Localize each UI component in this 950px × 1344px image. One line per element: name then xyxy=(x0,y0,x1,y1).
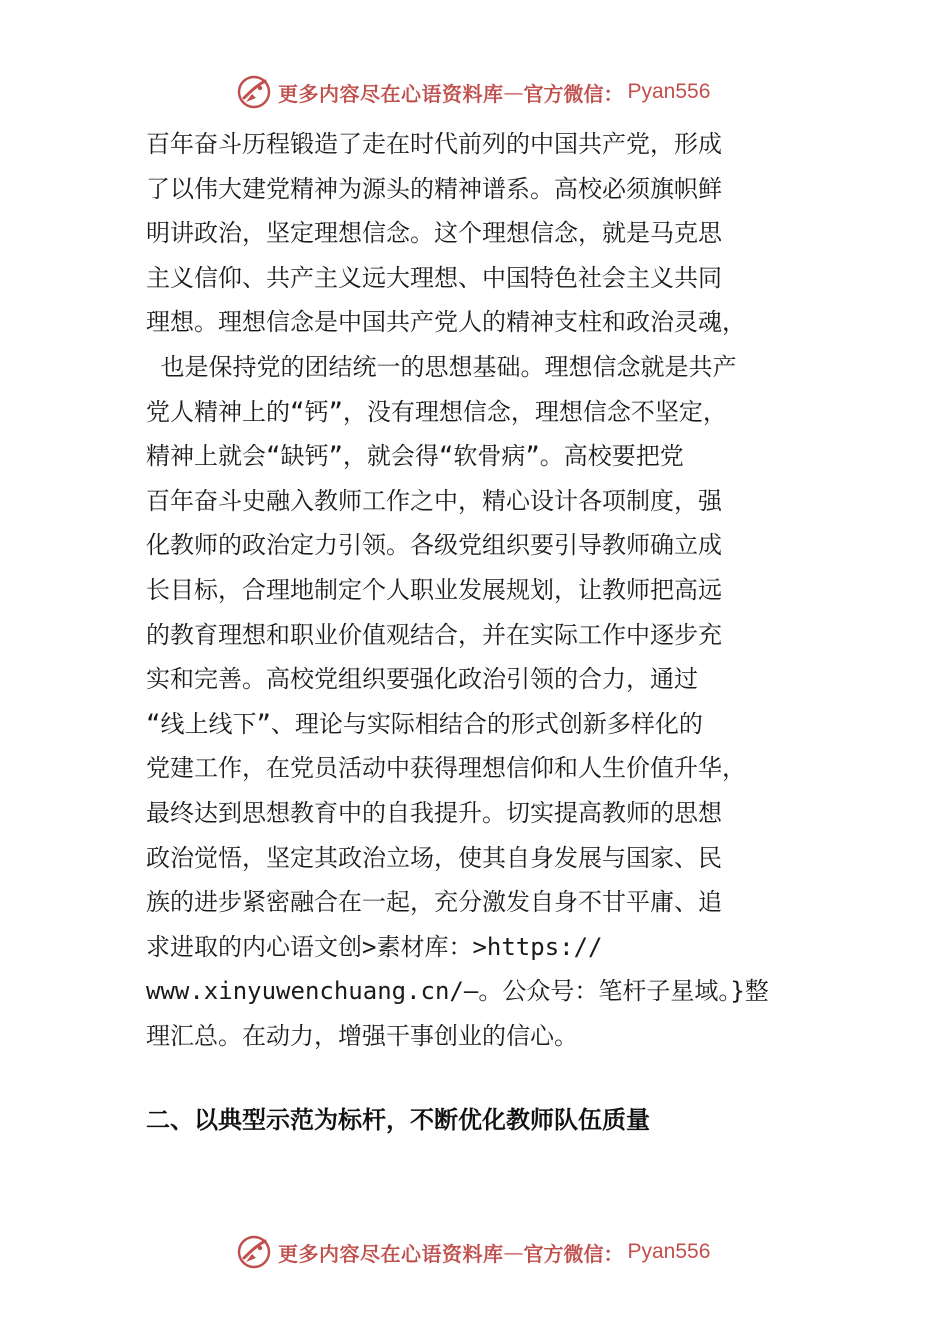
paragraph-line: 求进取的内心语文创>素材库：>https:// xyxy=(146,932,603,961)
paragraph-line: 长目标，合理地制定个人职业发展规划，让教师把高远 xyxy=(146,575,722,604)
banner-text: 更多内容尽在心语资料库 xyxy=(278,81,504,106)
banner-label: 官方微信： xyxy=(523,81,624,106)
paragraph-line: 也是保持党的团结统一的思想基础。理想信念就是共产 xyxy=(146,352,737,381)
banner-wechat-id: Pyan556 xyxy=(627,80,711,103)
pen-logo-icon xyxy=(236,1234,272,1270)
paragraph-line: 政治觉悟，坚定其政治立场，使其自身发展与国家、民 xyxy=(146,843,722,872)
paragraph-line: 实和完善。高校党组织要强化政治引领的合力，通过 xyxy=(146,665,698,694)
paragraph-line: 党建工作，在党员活动中获得理想信仰和人生价值升华， xyxy=(146,754,746,783)
footer-banner xyxy=(236,1232,710,1272)
paragraph-line: 了以伟大建党精神为源头的精神谱系。高校必须旗帜鲜 xyxy=(146,174,722,203)
paragraph-line: “线上线下”、理论与实际相结合的形式创新多样化的 xyxy=(146,709,703,738)
paragraph-line: 族的进步紧密融合在一起，充分激发自身不甘平庸、追 xyxy=(146,888,722,917)
banner-wechat-id: Pyan556 xyxy=(627,1240,711,1263)
banner-label: 官方微信： xyxy=(523,1241,624,1266)
pen-logo-icon xyxy=(236,74,272,110)
banner-separator: — xyxy=(503,1240,524,1264)
paragraph-line: 精神上就会“缺钙”，就会得“软骨病”。高校要把党 xyxy=(146,442,684,471)
paragraph-line: 理想。理想信念是中国共产党人的精神支柱和政治灵魂， xyxy=(146,308,746,337)
paragraph-line: 明讲政治，坚定理想信念。这个理想信念，就是马克思 xyxy=(146,219,722,248)
paragraph-line: 百年奋斗史融入教师工作之中，精心设计各项制度，强 xyxy=(146,486,722,515)
paragraph-line: 理汇总。在动力，增强干事创业的信心。 xyxy=(146,1021,578,1050)
banner-text: 更多内容尽在心语资料库 xyxy=(278,1241,504,1266)
paragraph-line: www.xinyuwenchuang.cn/—。公众号：笔杆子星域。}整 xyxy=(146,977,769,1006)
paragraph-line: 化教师的政治定力引领。各级党组织要引导教师确立成 xyxy=(146,531,722,560)
banner-separator: — xyxy=(503,80,524,104)
section-heading: 二、以典型示范为标杆，不断优化教师队伍质量 xyxy=(146,1106,650,1134)
paragraph-line: 最终达到思想教育中的自我提升。切实提高教师的思想 xyxy=(146,798,722,827)
paragraph-line: 的教育理想和职业价值观结合，并在实际工作中逐步充 xyxy=(146,620,722,649)
paragraph-line: 百年奋斗历程锻造了走在时代前列的中国共产党，形成 xyxy=(146,130,722,158)
header-banner xyxy=(236,72,710,112)
body-paragraph xyxy=(146,122,810,1058)
paragraph-line: 党人精神上的“钙”，没有理想信念，理想信念不坚定， xyxy=(146,397,727,426)
paragraph-line: 主义信仰、共产主义远大理想、中国特色社会主义共同 xyxy=(146,263,722,292)
